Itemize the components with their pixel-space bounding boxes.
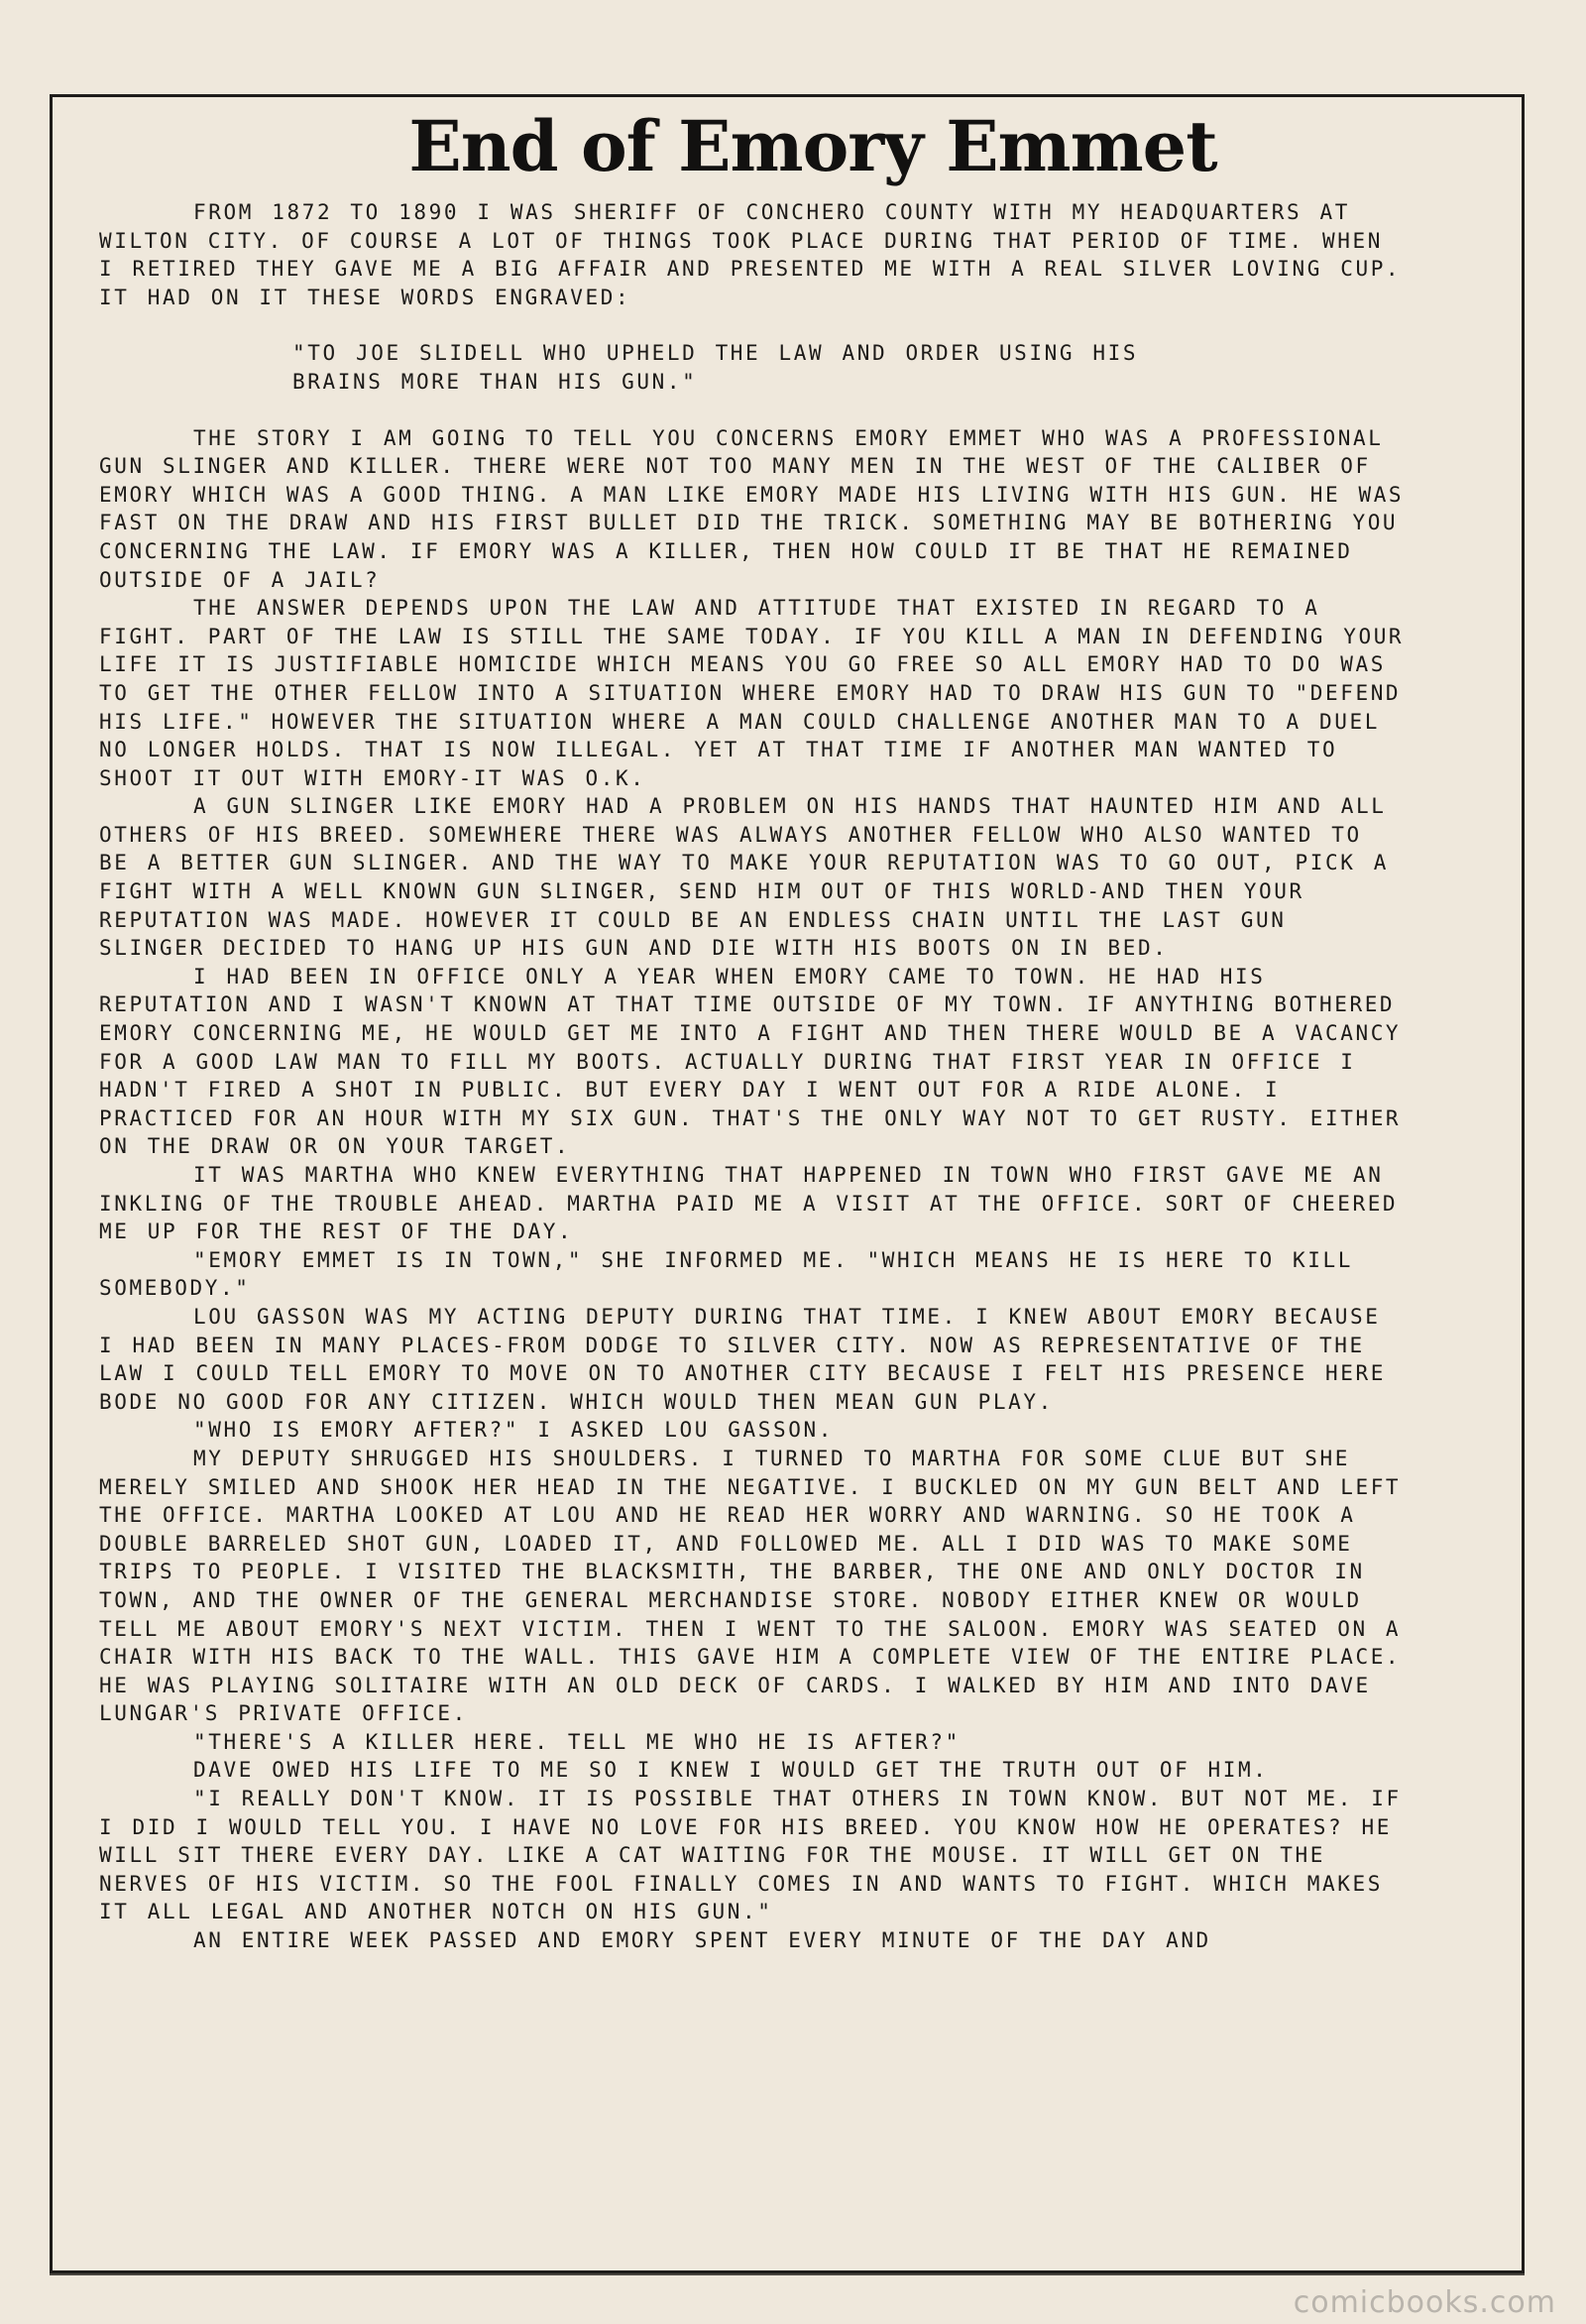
site-watermark: comicbooks.com	[1293, 2285, 1556, 2320]
story-paragraph: MY DEPUTY SHRUGGED HIS SHOULDERS. I TURNED TO MARTHA FOR SOME CLUE BUT SHE MERELY SMILED AND SHOOK HER HEAD IN THE NEGATIVE. I BUCKLED ON MY GUN BELT AND LEFT THE OFFICE. MARTHA LOOKED AT LOU AND HE READ HER WORRY AND WARNING. SO HE TOOK A DOUBLE BARRELED SHOT GUN, LOADED IT, AND FOLLOWED ME. ALL I DID WAS TO MAKE SOME TRIPS TO PEOPLE. I VISITED THE BLACKSMITH, THE BARBER, THE ONE AND ONLY DOCTOR IN TOWN, AND THE OWNER OF THE GENERAL MERCHANDISE STORE. NOBODY EITHER KNEW OR WOULD TELL ME ABOUT EMORY'S NEXT VICTIM. THEN I WENT TO THE SALOON. EMORY WAS SEATED ON A CHAIR WITH HIS BACK TO THE WALL. THIS GAVE HIM A COMPLETE VIEW OF THE ENTIRE PLACE. HE WAS PLAYING SOLITAIRE WITH AN OLD DECK OF CARDS. I WALKED BY HIM AND INTO DAVE LUNGAR'S PRIVATE OFFICE.	[99, 1446, 1402, 1726]
story-paragraph: THE ANSWER DEPENDS UPON THE LAW AND ATTITUDE THAT EXISTED IN REGARD TO A FIGHT. PART OF THE LAW IS STILL THE SAME TODAY. IF YOU KILL A MAN IN DEFENDING YOUR LIFE IT IS JUSTIFIABLE HOMICIDE WHICH MEANS YOU GO FREE SO ALL EMORY HAD TO DO WAS TO GET THE OTHER FELLOW INTO A SITUATION WHERE EMORY HAD TO DRAW HIS GUN TO "DEFEND HIS LIFE." HOWEVER THE SITUATION WHERE A MAN COULD CHALLENGE ANOTHER MAN TO A DUEL NO LONGER HOLDS. THAT IS NOW ILLEGAL. YET AT THAT TIME IF ANOTHER MAN WANTED TO SHOOT IT OUT WITH EMORY-IT WAS O.K.	[99, 596, 1405, 790]
story-paragraph: IT WAS MARTHA WHO KNEW EVERYTHING THAT HAPPENED IN TOWN WHO FIRST GAVE ME AN INKLING OF THE TROUBLE AHEAD. MARTHA PAID ME A VISIT AT THE OFFICE. SORT OF CHEERED ME UP FOR THE REST OF THE DAY.	[99, 1163, 1399, 1244]
story-body	[99, 198, 1408, 1955]
story-paragraph: "EMORY EMMET IS IN TOWN," SHE INFORMED ME. "WHICH MEANS HE IS HERE TO KILL SOMEBODY."	[99, 1247, 1353, 1301]
story-paragraph: DAVE OWED HIS LIFE TO ME SO I KNEW I WOULD GET THE TRUTH OUT OF HIM.	[193, 1758, 1269, 1783]
story-paragraph: FROM 1872 TO 1890 I WAS SHERIFF OF CONCHERO COUNTY WITH MY HEADQUARTERS AT WILTON CITY. OF COURSE A LOT OF THINGS TOOK PLACE DURING THAT PERIOD OF TIME. WHEN I RETIRED THEY GAVE ME A BIG AFFAIR AND PRESENTED ME WITH A REAL SILVER LOVING CUP. IT HAD ON IT THESE WORDS ENGRAVED:	[99, 200, 1402, 309]
story-paragraph: LOU GASSON WAS MY ACTING DEPUTY DURING THAT TIME. I KNEW ABOUT EMORY BECAUSE I HAD BEEN IN MANY PLACES-FROM DODGE TO SILVER CITY. NOW AS REPRESENTATIVE OF THE LAW I COULD TELL EMORY TO MOVE ON TO ANOTHER CITY BECAUSE I FELT HIS PRESENCE HERE BODE NO GOOD FOR ANY CITIZEN. WHICH WOULD THEN MEAN GUN PLAY.	[99, 1304, 1386, 1414]
story-paragraph: THE STORY I AM GOING TO TELL YOU CONCERNS EMORY EMMET WHO WAS A PROFESSIONAL GUN SLINGER AND KILLER. THERE WERE NOT TOO MANY MEN IN THE WEST OF THE CALIBER OF EMORY WHICH WAS A GOOD THING. A MAN LIKE EMORY MADE HIS LIVING WITH HIS GUN. HE WAS FAST ON THE DRAW AND HIS FIRST BULLET DID THE TRICK. SOMETHING MAY BE BOTHERING YOU CONCERNING THE LAW. IF EMORY WAS A KILLER, THEN HOW COULD IT BE THAT HE REMAINED OUTSIDE OF A JAIL?	[99, 425, 1405, 592]
story-paragraph: "WHO IS EMORY AFTER?" I ASKED LOU GASSON.	[193, 1418, 834, 1443]
story-paragraph: "I REALLY DON'T KNOW. IT IS POSSIBLE THAT OTHERS IN TOWN KNOW. BUT NOT ME. IF I DID I WOULD TELL YOU. I HAVE NO LOVE FOR HIS BREED. YOU KNOW HOW HE OPERATES? HE WILL SIT THERE EVERY DAY. LIKE A CAT WAITING FOR THE MOUSE. IT WILL GET ON THE NERVES OF HIS VICTIM. SO THE FOOL FINALLY COMES IN AND WANTS TO FIGHT. WHICH MAKES IT ALL LEGAL AND ANOTHER NOTCH ON HIS GUN."	[99, 1787, 1402, 1924]
story-paragraph: A GUN SLINGER LIKE EMORY HAD A PROBLEM ON HIS HANDS THAT HAUNTED HIM AND ALL OTHERS OF HIS BREED. SOMEWHERE THERE WAS ALWAYS ANOTHER FELLOW WHO ALSO WANTED TO BE A BETTER GUN SLINGER. AND THE WAY TO MAKE YOUR REPUTATION WAS TO GO OUT, PICK A FIGHT WITH A WELL KNOWN GUN SLINGER, SEND HIM OUT OF THIS WORLD-AND THEN YOUR REPUTATION WAS MADE. HOWEVER IT COULD BE AN ENDLESS CHAIN UNTIL THE LAST GUN SLINGER DECIDED TO HANG UP HIS GUN AND DIE WITH HIS BOOTS ON IN BED.	[99, 794, 1389, 961]
story-paragraph: AN ENTIRE WEEK PASSED AND EMORY SPENT EVERY MINUTE OF THE DAY AND	[193, 1928, 1211, 1953]
story-paragraph: "THERE'S A KILLER HERE. TELL ME WHO HE IS AFTER?"	[193, 1729, 961, 1754]
bottom-rule	[50, 2273, 1525, 2275]
story-title: End of Emory Emmet	[408, 105, 1217, 187]
engraved-inscription: "TO JOE SLIDELL WHO UPHELD THE LAW AND ORDER USING HIS BRAINS MORE THAN HIS GUN."	[292, 341, 1139, 394]
story-paragraph: I HAD BEEN IN OFFICE ONLY A YEAR WHEN EMORY CAME TO TOWN. HE HAD HIS REPUTATION AND I WASN'T KNOWN AT THAT TIME OUTSIDE OF MY TOWN. IF ANYTHING BOTHERED EMORY CONCERNING ME, HE WOULD GET ME INTO A FIGHT AND THEN THERE WOULD BE A VACANCY FOR A GOOD LAW MAN TO FILL MY BOOTS. ACTUALLY DURING THAT FIRST YEAR IN OFFICE I HADN'T FIRED A SHOT IN PUBLIC. BUT EVERY DAY I WENT OUT FOR A RIDE ALONE. I PRACTICED FOR AN HOUR WITH MY SIX GUN. THAT'S THE ONLY WAY NOT TO GET RUSTY. EITHER ON THE DRAW OR ON YOUR TARGET.	[99, 964, 1402, 1159]
